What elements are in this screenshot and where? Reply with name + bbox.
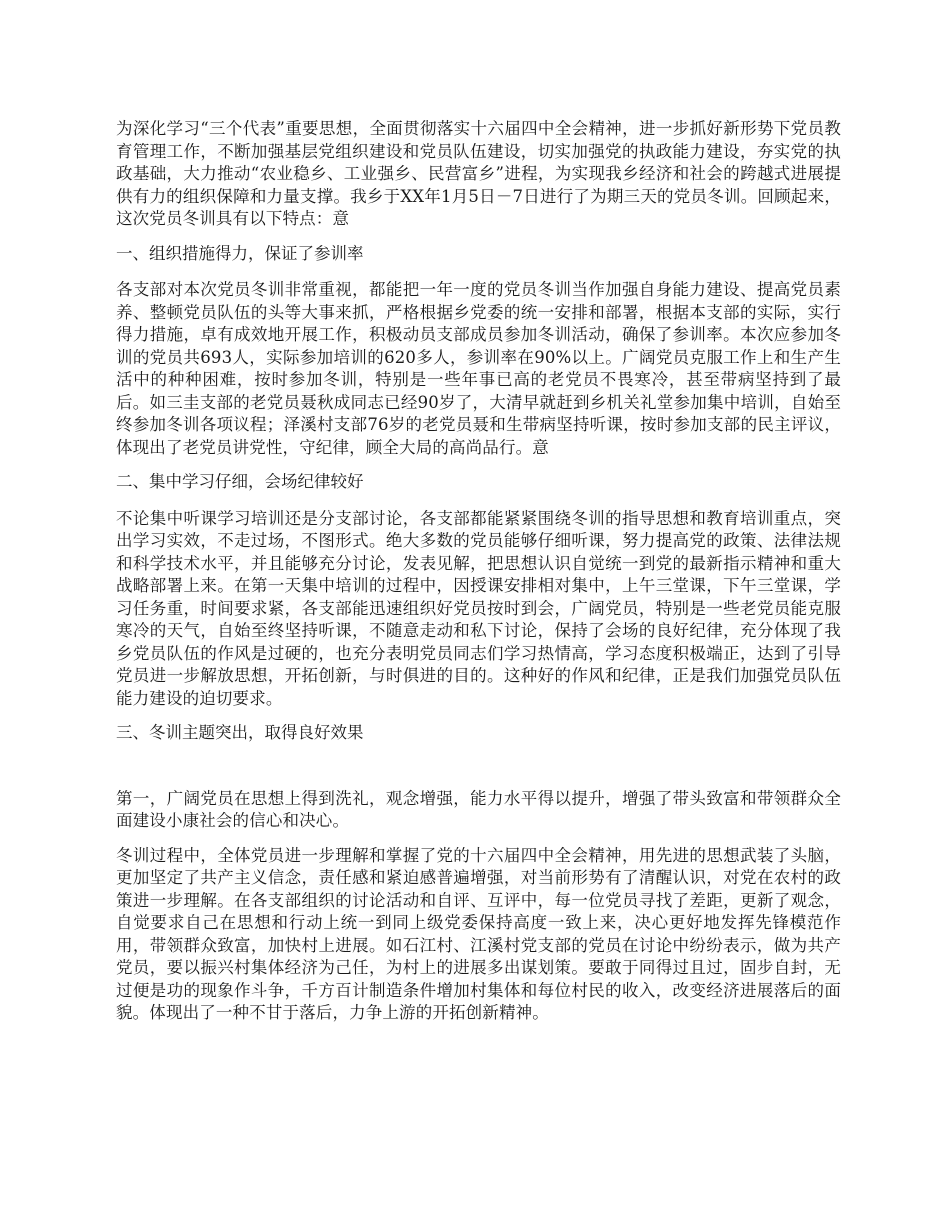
document-page (116, 118, 841, 1025)
section-2-heading: 二、集中学习仔细，会场纪律较好 (116, 472, 364, 491)
section-1-paragraph: 各支部对本次党员冬训非常重视，都能把一年一度的党员冬训当作加强自身能力建设、提高党员素养、整顿党员队伍的头等大事来抓，严格根据乡党委的统一安排和部署，根据本支部的实际，实行得力措施，卓有成效地开展工作，积极动员支部成员参加冬训活动，确保了参训率。本次应参加冬训的党员共693人，实际参加培训的620多人，参训率在90%以上。广阔党员克服工作上和生产生活中的种种困难，按时参加冬训，特别是一些年事已高的老党员不畏寒冷，甚至带病坚持到了最后。如三圭支部的老党员聂秋成同志已经90岁了，大清早就赶到乡机关礼堂参加集中培训，自始至终参加冬训各项议程；泽溪村支部76岁的老党员聂和生带病坚持听课，按时参加支部的民主评议，体现出了老党员讲党性，守纪律，顾全大局的高尚品行。意 (116, 280, 841, 457)
point-1-paragraph: 第一，广阔党员在思想上得到洗礼，观念增强，能力水平得以提升，增强了带头致富和带领群众全面建设小康社会的信心和决心。 (116, 788, 841, 830)
section-3-heading: 三、冬训主题突出，取得良好效果 (116, 723, 364, 742)
intro-paragraph: 为深化学习“三个代表”重要思想，全面贯彻落实十六届四中全会精神，进一步抓好新形势下党员教育管理工作，不断加强基层党组织建设和党员队伍建设，切实加强党的执政能力建设，夯实党的执政基础，大力推动“农业稳乡、工业强乡、民营富乡”进程，为实现我乡经济和社会的跨越式进展提供有力的组织保障和力量支撑。我乡于XX年1月5日－7日进行了为期三天的党员冬训。回顾起来，这次党员冬训具有以下特点：意 (116, 119, 841, 228)
point-1-body-paragraph: 冬训过程中，全体党员进一步理解和掌握了党的十六届四中全会精神，用先进的思想武装了头脑，更加坚定了共产主义信念，责任感和紧迫感普遍增强，对当前形势有了清醒认识，对党在农村的政策进一步理解。在各支部组织的讨论活动和自评、互评中，每一位党员寻找了差距，更新了观念，自觉要求自己在思想和行动上统一到同上级党委保持高度一致上来，决心更好地发挥先锋模范作用，带领群众致富，加快村上进展。如石江村、江溪村党支部的党员在讨论中纷纷表示，做为共产党员，要以振兴村集体经济为己任，为村上的进展多出谋划策。要敢于同得过且过，固步自封，无过便是功的现象作斗争，千方百计制造条件增加村集体和每位村民的收入，改变经济进展落后的面貌。体现出了一种不甘于落后，力争上游的开拓创新精神。 (116, 845, 841, 1022)
section-2-paragraph: 不论集中听课学习培训还是分支部讨论，各支部都能紧紧围绕冬训的指导思想和教育培训重点，突出学习实效，不走过场，不图形式。绝大多数的党员能够仔细听课，努力提高党的政策、法律法规和科学技术水平，并且能够充分讨论，发表见解，把思想认识自觉统一到党的最新指示精神和重大战略部署上来。在第一天集中培训的过程中，因授课安排相对集中，上午三堂课，下午三堂课，学习任务重，时间要求紧，各支部能迅速组织好党员按时到会，广阔党员，特别是一些老党员能克服寒冷的天气，自始至终坚持听课，不随意走动和私下讨论，保持了会场的良好纪律，充分体现了我乡党员队伍的作风是过硬的，也充分表明党员同志们学习热情高，学习态度积极端正，达到了引导党员进一步解放思想，开拓创新，与时俱进的目的。这种好的作风和纪律，正是我们加强党员队伍能力建设的迫切要求。 (116, 508, 841, 708)
section-1-heading: 一、组织措施得力，保证了参训率 (116, 243, 364, 263)
